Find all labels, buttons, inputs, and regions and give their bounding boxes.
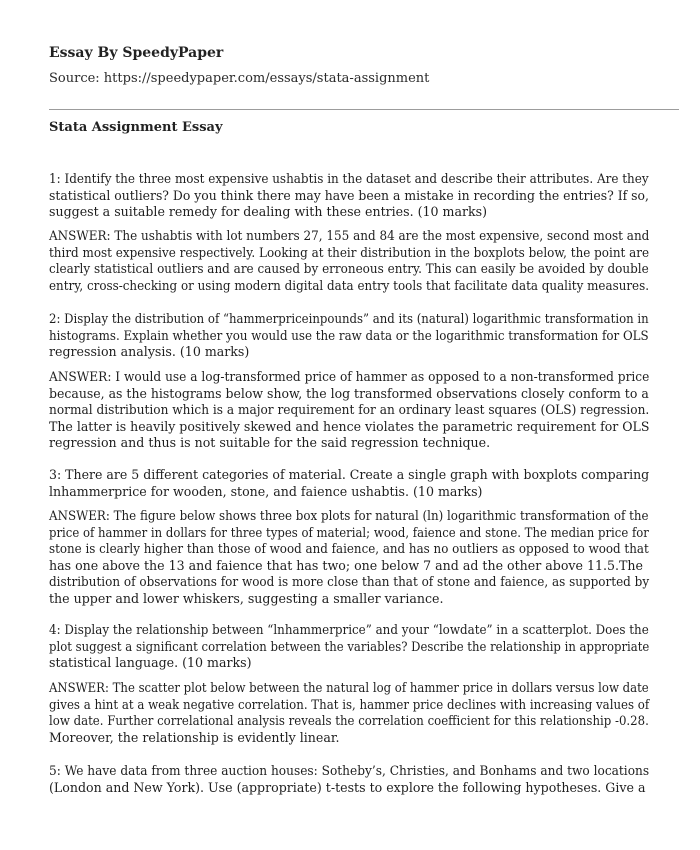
text-line: regression and thus is not suitable for the said regression technique.	[49, 435, 491, 451]
text-line: normal distribution which is a major requirement for an ordinary least squares (OLS) regression.	[49, 402, 650, 418]
text-line: histograms. Explain whether you would use the raw data or the logarithmic transformation for OLS	[49, 327, 649, 343]
text-line: 3: There are 5 different categories of material. Create a single graph with boxplots comparing	[49, 467, 650, 482]
text-line: 1: Identify the three most expensive ushabtis in the dataset and describe their attributes. Are they	[49, 171, 649, 186]
text-line: statistical language. (10 marks)	[49, 655, 252, 671]
text-line: suggest a suitable remedy for dealing with these entries. (10 marks)	[49, 204, 488, 220]
text-line: has one above the 13 and faience that has two; one below 7 and ad the other above 11.5.The	[49, 557, 643, 573]
text-line: plot suggest a significant correlation between the variables? Describe the relationship in appropriate	[49, 638, 650, 654]
text-line: distribution of observations for wood is more close than that of stone and faience, as supported by	[49, 574, 650, 590]
text-line: 4: Display the relationship between “lnhammerprice” and your “lowdate” in a scatterplot. Does the	[49, 622, 649, 637]
text-line: low date. Further correlational analysis reveals the correlation coefficient for this relationship -0.28.	[49, 713, 649, 729]
text-line: the upper and lower whiskers, suggesting a smaller variance.	[49, 590, 444, 606]
text-line: price of hammer in dollars for three types of material; wood, faience and stone. The median price for	[49, 524, 649, 540]
question-paragraph	[49, 311, 649, 361]
text-line: statistical outliers? Do you think there may have been a mistake in recording the entries? If so,	[49, 187, 649, 203]
text-line: (London and New York). Use (appropriate) t-tests to explore the following hypotheses. Give a	[49, 779, 646, 795]
text-line: third most expensive respectively. Looking at their distribution in the boxplots below, the point are	[49, 244, 650, 260]
text-line: regression analysis. (10 marks)	[49, 344, 250, 360]
text-line: Moreover, the relationship is evidently linear.	[49, 729, 340, 745]
text-line: 2: Display the distribution of “hammerpriceinpounds” and its (natural) logarithmic transformation in	[49, 311, 649, 326]
text-line: lnhammerprice for wooden, stone, and faience ushabtis. (10 marks)	[49, 483, 483, 499]
question-paragraph	[49, 763, 649, 796]
divider	[49, 109, 679, 110]
text-line: gives a hint at a weak negative correlation. That is, hammer price declines with increasing values of	[49, 696, 650, 712]
text-line: ANSWER: The figure below shows three box plots for natural (ln) logarithmic transformation of the	[49, 508, 649, 523]
source-line: Source: https://speedypaper.com/essays/stata-assignment	[49, 71, 430, 86]
document-title: Essay By SpeedyPaper	[49, 45, 224, 61]
text-line: entry, cross-checking or using modern digital data entry tools that facilitate data quality measures.	[49, 277, 650, 293]
answer-paragraph	[49, 508, 649, 608]
question-paragraph	[49, 467, 649, 500]
essay-title: Stata Assignment Essay	[49, 120, 223, 135]
question-paragraph	[49, 171, 649, 221]
answer-paragraph	[49, 228, 649, 294]
text-line: ANSWER: I would use a log-transformed price of hammer as opposed to a non-transformed price	[49, 369, 650, 384]
question-paragraph	[49, 622, 649, 672]
text-line: clearly statistical outliers and are caused by erroneous entry. This can easily be avoided by double	[49, 261, 649, 277]
answer-paragraph	[49, 369, 649, 452]
text-line: stone is clearly higher than those of wood and faience, and has no outliers as opposed to wood that	[49, 541, 649, 557]
text-line: 5: We have data from three auction houses: Sotheby’s, Christies, and Bonhams and two locations	[49, 763, 650, 778]
text-line: ANSWER: The scatter plot below between the natural log of hammer price in dollars versus low date	[49, 680, 649, 695]
answer-paragraph	[49, 680, 649, 746]
text-line: because, as the histograms below show, the log transformed observations closely conform to a	[49, 385, 649, 401]
text-line: ANSWER: The ushabtis with lot numbers 27, 155 and 84 are the most expensive, second most and	[49, 228, 650, 243]
text-line: The latter is heavily positively skewed and hence violates the parametric requirement for OLS	[49, 418, 650, 434]
